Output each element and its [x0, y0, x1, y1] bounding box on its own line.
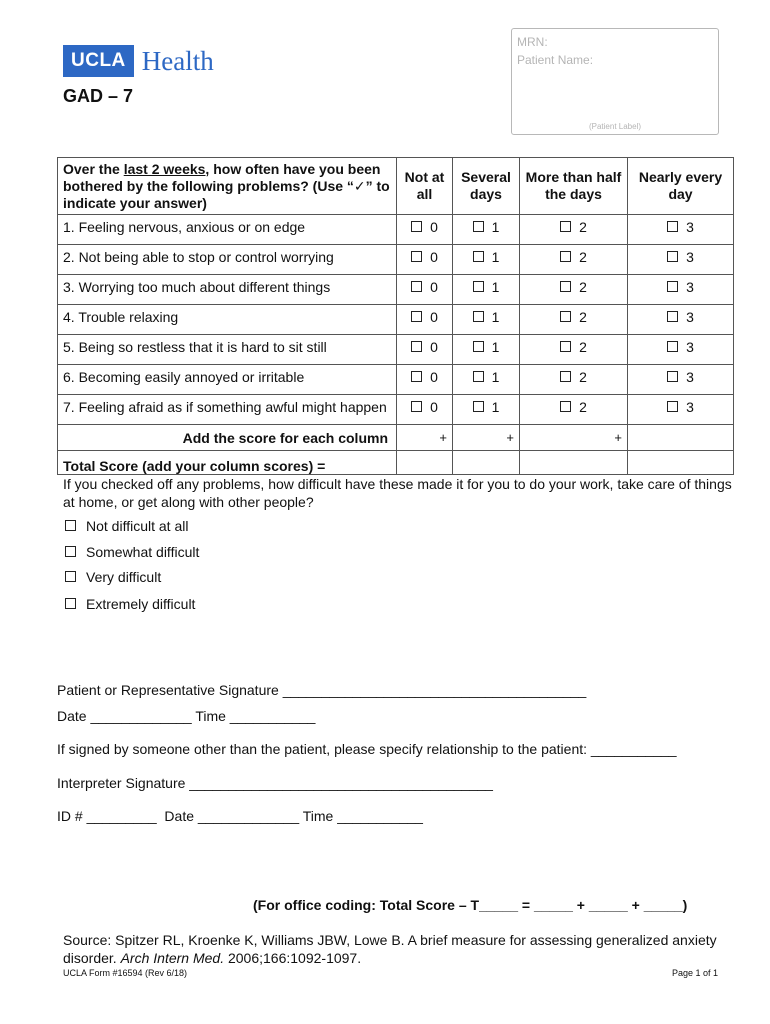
option-value: 1 — [491, 249, 500, 265]
option-cell[interactable] — [453, 245, 520, 275]
option-cell[interactable] — [397, 215, 453, 245]
checkbox[interactable] — [411, 311, 422, 322]
checkbox[interactable] — [473, 401, 484, 412]
difficulty-option[interactable] — [65, 596, 195, 612]
logo-word: Health — [141, 46, 214, 76]
form-title: GAD – 7 — [63, 86, 134, 106]
option-cell[interactable] — [628, 275, 734, 305]
checkbox[interactable] — [667, 251, 678, 262]
checkbox[interactable] — [667, 341, 678, 352]
option-value: 3 — [686, 339, 694, 355]
option-cell[interactable] — [520, 335, 628, 365]
total-row — [58, 451, 734, 475]
option-value: 3 — [686, 279, 694, 295]
checkbox[interactable] — [667, 281, 678, 292]
option-cell[interactable] — [397, 305, 453, 335]
option-value: 3 — [686, 309, 694, 325]
option-cell[interactable] — [628, 215, 734, 245]
patient-label-caption: (Patient Label) — [588, 122, 642, 131]
question-post: how often have you been bothered by the following problems? (Use “✓” to indicate your answer) — [63, 160, 390, 211]
sum-cell-2: + — [520, 425, 628, 451]
option-value: 3 — [686, 219, 694, 235]
form-number: UCLA Form #16594 (Rev 6/18) — [63, 968, 188, 978]
option-cell[interactable] — [628, 395, 734, 425]
checkbox[interactable] — [560, 401, 571, 412]
checkbox[interactable] — [560, 281, 571, 292]
option-cell[interactable] — [453, 305, 520, 335]
option-cell[interactable] — [397, 275, 453, 305]
option-cell[interactable] — [520, 245, 628, 275]
option-value: 1 — [491, 279, 500, 295]
item-text: 1. Feeling nervous, anxious or on edge — [58, 215, 397, 245]
option-cell[interactable] — [520, 275, 628, 305]
option-value: 3 — [686, 399, 694, 415]
table-row — [58, 395, 734, 425]
sum-cell-3 — [628, 425, 734, 451]
option-value: 1 — [491, 339, 500, 355]
checkbox[interactable] — [411, 281, 422, 292]
checkbox[interactable] — [65, 571, 76, 582]
option-cell[interactable] — [453, 275, 520, 305]
option-value: 2 — [579, 219, 587, 235]
source-journal: Arch Intern Med. — [120, 950, 225, 966]
table-row — [58, 275, 734, 305]
total-label: Total Score (add your column scores) = — [58, 451, 397, 475]
checkbox[interactable] — [473, 281, 484, 292]
option-cell[interactable] — [628, 335, 734, 365]
patient-name-label: Patient Name: — [517, 53, 594, 67]
option-value: 2 — [579, 399, 587, 415]
option-cell[interactable] — [628, 245, 734, 275]
item-text: 5. Being so restless that it is hard to sit still — [58, 335, 397, 365]
office-coding: (For office coding: Total Score – T_____ = _____ + _____ + _____) — [253, 897, 688, 913]
checkbox[interactable] — [667, 371, 678, 382]
difficulty-option[interactable] — [65, 569, 161, 585]
table-row — [58, 215, 734, 245]
option-cell[interactable] — [453, 365, 520, 395]
item-text: 6. Becoming easily annoyed or irritable — [58, 365, 397, 395]
interpreter-signature-line[interactable]: Interpreter Signature _______________________________________ — [57, 775, 493, 791]
checkbox[interactable] — [667, 311, 678, 322]
question-pre: Over the — [63, 160, 124, 177]
option-value: 1 — [491, 219, 500, 235]
question-header — [58, 158, 397, 215]
option-cell[interactable] — [453, 335, 520, 365]
option-value: 0 — [430, 369, 438, 385]
difficulty-option-label: Extremely difficult — [86, 596, 196, 612]
table-row — [58, 365, 734, 395]
patient-label-box — [511, 28, 719, 135]
item-text: 7. Feeling afraid as if something awful might happen — [58, 395, 397, 425]
checkbox[interactable] — [65, 520, 76, 531]
option-value: 2 — [579, 309, 587, 325]
option-value: 0 — [430, 309, 438, 325]
checkbox[interactable] — [473, 221, 484, 232]
option-value: 0 — [430, 219, 438, 235]
option-cell[interactable] — [453, 215, 520, 245]
option-cell[interactable] — [520, 395, 628, 425]
option-value: 2 — [579, 249, 587, 265]
option-cell[interactable] — [520, 365, 628, 395]
checkbox[interactable] — [560, 371, 571, 382]
checkbox[interactable] — [473, 341, 484, 352]
table-row — [58, 335, 734, 365]
relationship-line[interactable]: If signed by someone other than the patient, please specify relationship to the patient: ___________ — [57, 741, 677, 757]
sum-cell-0: + — [397, 425, 453, 451]
source-post: 2006;166:1092-1097. — [224, 950, 362, 966]
source-pre: Source: Spitzer RL, Kroenke K, Williams JBW, Lowe B. A brief measure for assessing generalized anxiety disorder. — [63, 932, 717, 966]
mrn-label: MRN: — [517, 35, 548, 49]
option-value: 3 — [686, 249, 694, 265]
difficulty-option-label: Not difficult at all — [86, 518, 189, 534]
table-row — [58, 305, 734, 335]
difficulty-option[interactable] — [65, 518, 188, 534]
column-header-nearly-every-day: Nearly every day — [628, 158, 734, 215]
checkbox[interactable] — [560, 341, 571, 352]
question-underlined: last 2 weeks, — [123, 160, 210, 177]
checkbox[interactable] — [411, 341, 422, 352]
option-value: 0 — [430, 249, 438, 265]
item-text: 3. Worrying too much about different things — [58, 275, 397, 305]
total-cell-1 — [453, 451, 520, 475]
total-cell-3 — [628, 451, 734, 475]
item-text: 2. Not being able to stop or control worrying — [58, 245, 397, 275]
page-number: Page 1 of 1 — [672, 968, 719, 978]
sum-label: Add the score for each column — [58, 425, 397, 451]
total-cell-0 — [397, 451, 453, 475]
difficulty-option-label: Somewhat difficult — [86, 544, 200, 560]
difficulty-option[interactable] — [65, 544, 199, 560]
logo-box: UCLA — [63, 45, 134, 77]
checkbox[interactable] — [65, 546, 76, 557]
option-cell[interactable] — [520, 305, 628, 335]
option-value: 2 — [579, 279, 587, 295]
id-date-time-line[interactable]: ID # _________ Date _____________ Time ___________ — [57, 808, 423, 824]
checkbox[interactable] — [411, 401, 422, 412]
option-value: 2 — [579, 339, 587, 355]
checkbox[interactable] — [473, 311, 484, 322]
source-citation — [63, 931, 733, 967]
option-cell[interactable] — [453, 395, 520, 425]
column-header-not-at-all: Not at all — [397, 158, 453, 215]
option-value: 1 — [491, 369, 500, 385]
option-value: 0 — [430, 339, 438, 355]
checkbox[interactable] — [473, 251, 484, 262]
checkbox[interactable] — [560, 311, 571, 322]
option-value: 3 — [686, 369, 694, 385]
option-value: 0 — [430, 399, 438, 415]
column-header-more-than-half: More than half the days — [520, 158, 628, 215]
checkbox[interactable] — [411, 251, 422, 262]
option-cell[interactable] — [628, 305, 734, 335]
sum-row — [58, 425, 734, 451]
checkbox[interactable] — [667, 221, 678, 232]
checkbox[interactable] — [560, 221, 571, 232]
ucla-health-logo — [63, 45, 214, 77]
option-value: 2 — [579, 369, 587, 385]
difficulty-option-label: Very difficult — [86, 569, 162, 585]
gad7-table — [57, 157, 734, 475]
patient-signature-line[interactable]: Patient or Representative Signature _______________________________________ — [57, 682, 587, 698]
table-header-row — [58, 158, 734, 215]
option-cell[interactable] — [397, 335, 453, 365]
option-cell[interactable] — [397, 245, 453, 275]
checkbox[interactable] — [411, 221, 422, 232]
checkbox[interactable] — [473, 371, 484, 382]
option-cell[interactable] — [520, 215, 628, 245]
checkbox[interactable] — [65, 598, 76, 609]
column-header-several-days: Several days — [453, 158, 520, 215]
checkbox[interactable] — [560, 251, 571, 262]
total-cell-2 — [520, 451, 628, 475]
option-cell[interactable] — [397, 365, 453, 395]
option-value: 1 — [491, 399, 500, 415]
checkbox[interactable] — [667, 401, 678, 412]
checkbox[interactable] — [411, 371, 422, 382]
sum-cell-1: + — [453, 425, 520, 451]
option-cell[interactable] — [628, 365, 734, 395]
option-value: 0 — [430, 279, 438, 295]
difficulty-question: If you checked off any problems, how difficult have these made it for you to do your work, take care of things at home, or get along with other people? — [63, 476, 732, 510]
date-time-line[interactable]: Date _____________ Time ___________ — [57, 708, 316, 724]
option-value: 1 — [491, 309, 500, 325]
item-text: 4. Trouble relaxing — [58, 305, 397, 335]
table-row — [58, 245, 734, 275]
option-cell[interactable] — [397, 395, 453, 425]
